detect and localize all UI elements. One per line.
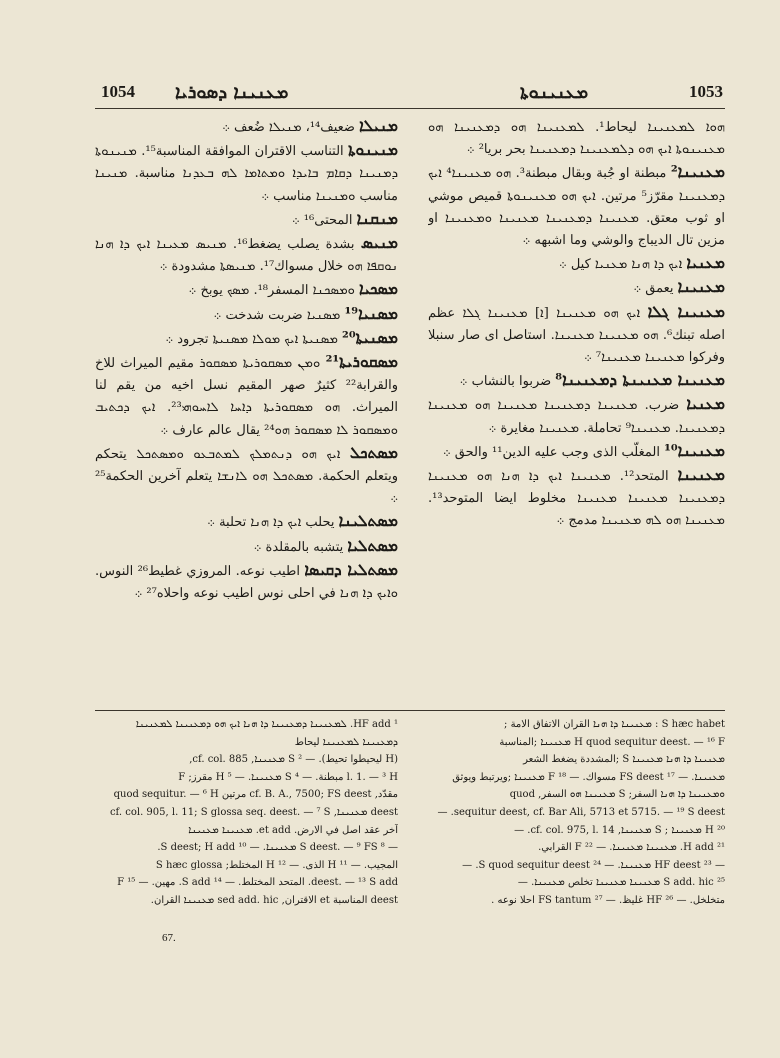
entry-lemma: ܡܣܩܘܪܝܬܐ²¹ bbox=[325, 352, 398, 372]
entry-definition: يحلب ܐܝܟ ܕܐ ܗܢܐ تحلبة ܀ bbox=[207, 515, 335, 531]
entry-definition: ܡܣܢܝܐ ضربت شدخت ܀ bbox=[213, 307, 341, 323]
entry-definition: ܗܘܐ ܠܡܥܢܝܢܐ ليحاط¹. ܠܡܥܢܝܢܐ ܗܘ ܕܡܥܢܝܢܐ ܗܘ ܡܥܢܝܢܘܬܐ ܐܝܟ ܗܘ ܕܠܡܥܢܝܢܐ ܕܡܥܢܝܢܐ بحر بريا² ܀ bbox=[428, 120, 725, 158]
entry-lemma: ܡܥܢܝܢܐ bbox=[677, 277, 725, 297]
entry-lemma: ܡܥܢܝܢܐ ܓܠܐ bbox=[647, 301, 725, 321]
page-number-right: 1053 bbox=[689, 82, 723, 101]
entry-definition: ܡܣܢܝܬܐ ܐܝܟ ܡܘܠܐ ܡܣܢܝܬܐ تجرود ܀ bbox=[165, 331, 338, 347]
dictionary-entry bbox=[428, 464, 725, 533]
footnote-line: ¹ HF add. ܠܡܥܢܝܢܐ ܕܡܥܢܝܢܐ ܕܐ ܗܢܐ ܐܝܟ ܗܘ ܕܡܥܢܝܢܐ ܠܡܥܢܝܢܐ ܕܡܥܢܝܢܐ ܠܡܥܢܝܢܐ ليحاط bbox=[135, 719, 398, 748]
footnote-line: المجيب. — ¹¹ H الذى. — ¹² H المختلط; S hæc glossa bbox=[155, 859, 398, 871]
running-head-right: ܡܥܢܝܢܘܬܐ bbox=[520, 82, 589, 103]
page-header bbox=[95, 82, 723, 108]
dictionary-entry bbox=[428, 393, 725, 439]
dictionary-entry bbox=[95, 442, 398, 511]
entry-lemma: ܡܥܢܝܐ bbox=[686, 394, 725, 414]
entry-definition: ܘܡܣܟܢܐ المسفر¹⁸. ܡܣܟ يوبخ ܀ bbox=[188, 283, 355, 299]
dictionary-entry bbox=[95, 115, 398, 139]
entry-lemma: ܡܢܝܠܐ bbox=[359, 116, 398, 135]
dictionary-entry bbox=[95, 139, 398, 208]
page-number-left: 1054 bbox=[101, 82, 135, 101]
footnote-line: ²¹ H add. ܡܥܢܝܢܐ ܡܥܢܝܢܐ. — ²² F القرابي. bbox=[538, 842, 725, 854]
header-rule bbox=[95, 108, 725, 109]
footnote-line: H quod sequitur deest. — ¹⁶ F ܡܥܢܝܢܐ ;المناسبة bbox=[499, 736, 725, 748]
footnote-line: deest المناسبة et الاقتران, sed add. hic ܡܥܢܝܢܐ القران. bbox=[150, 894, 398, 906]
entry-definition: مبطنة او جُبة وبقال مبطنة³. ܗܘ ܡܥܢܝܢܐ⁴ ܐܝܟ ܕܡܥܢܝܢܐ مقرّز⁵ مرتين. ܐܝܟ ܗܘ ܡܥܢܝܢܘܬܐ قميص موشي او ثوب معتق. ܡܥܢܝܢܐ ܕܡܥܢܝܢܐ ܡܥܢܝܢܐ ܘܡܥܢܝܢܐ او مزين تال الديباج والوشي وما اشبهه ܀ bbox=[428, 166, 725, 249]
entry-lemma: ܡܣܢܝܐ¹⁹ bbox=[344, 303, 398, 323]
footnote-line: deest ܡܥܢܝܢܐ, cf. col. 905, l. 11; S glossa seq. deest. — ⁷ S bbox=[109, 806, 398, 818]
entry-definition: ضعيف¹⁴، ܡܢܝܠܐ ضُعف ܀ bbox=[222, 120, 355, 135]
dictionary-entry bbox=[95, 510, 398, 534]
entry-lemma: ܡܣܬܟܠ bbox=[349, 442, 398, 462]
entry-lemma: ܡܢܩܢܐ bbox=[356, 208, 398, 228]
running-head-left: ܡܥܢܝܢܐ ܕܣܘܪܝܐ bbox=[175, 82, 289, 103]
entry-definition: المغلّب الذى وجب عليه الدين¹¹ والحق ܀ bbox=[442, 444, 660, 460]
dictionary-entry bbox=[428, 115, 725, 161]
entry-lemma: ܡܣܬܠܝܐ ܕܩܝܣܐ bbox=[304, 559, 398, 579]
footnote-line: deest. — ¹³ S add. المتحد المختلط. — ¹⁴ S add. مهين. — ¹⁵ F bbox=[117, 877, 398, 889]
entry-lemma: ܡܥܢܝܢܐ¹⁰ bbox=[664, 440, 725, 460]
entry-definition: المتحد¹². ܡܥܢܝܢܐ ܐܝܟ ܕܐ ܗܢܐ ܗܘ ܡܥܢܝܢܐ ܕܡܥܢܝܢܐ ܡܥܢܝܢܐ ܡܥܢܝܢܐ مخلوط ايضا المتوحد¹³. ܡܥܢܝܢܐ ܗܘ ܠܗ ܡܥܢܝܢܐ مدمج ܀ bbox=[428, 469, 725, 529]
footnote-line: ܘܡܥܢܝܢܐ ܕܐ ܗܢܐ السفر; S ܡܥܢܝܢܐ ܗܘ السفر, quod bbox=[509, 789, 725, 801]
footnotes-left bbox=[98, 716, 398, 916]
dictionary-entry bbox=[95, 535, 398, 559]
entry-definition: ܐܝܟ ܗܘ ܡܥܢܝܢܐ [ܐ] ܡܥܢܝܢܐ ܓܠܐ عظم اصله تبنك⁶. ܗܘ ܡܥܢܝܢܐ ܡܥܢܝܢܐ. استاصل اى صار سنبلا وفركوا ܡܥܢܝܢܐ ܡܥܢܝܢܐ⁷ ܀ bbox=[428, 305, 725, 366]
entry-lemma: ܡܣܬܠܝܐ bbox=[347, 535, 398, 555]
footnote-line: آخر عقد اصل في الارض. et add. ܡܥܢܝܢܐ ܡܥܢܝܢܐ bbox=[188, 824, 398, 836]
footnote-line: ²⁵ S add. hic ܡܥܢܝܢܐ ܡܥܢܝܢܐ تخلص ܡܥܢܝܢܐ. — bbox=[517, 877, 725, 889]
text-column-left bbox=[95, 115, 398, 705]
dictionary-entry bbox=[95, 559, 398, 605]
footnote-line: l. 1. — ³ H مبطنة. — ⁴ S ܡܥܢܝܢܐ. — ⁵ H مقرز; F bbox=[178, 771, 398, 783]
entry-lemma: ܡܥܢܝܐ bbox=[686, 253, 725, 273]
entry-definition: يعمق ܀ bbox=[633, 281, 674, 297]
entry-lemma: ܡܣܟܝܐ bbox=[359, 279, 398, 299]
entry-lemma: ܡܥܢܝܢܐ bbox=[677, 465, 725, 485]
footnote-rule bbox=[95, 710, 725, 711]
entry-definition: التناسب الاقتران الموافقة المناسبة¹⁵. ܡܢܝܢܘܬܐ ܕܡܢܝܢܐ ܕܩܐܡ ܒܐܝܕܐ ܘܡܬܐܡܐ ܠܗ ܒܥܕܢܐ مناسبة. ܡܢܝܢܐ مناسب ܘܡܢܝܢܐ مناسب ܀ bbox=[95, 144, 398, 204]
dictionary-entry bbox=[95, 208, 398, 232]
entry-definition: اطيب نوعه. المروزي غطيط²⁶ النوس. ܘܐܝܟ ܕܐ ܗܢܐ في احلى نوس اطيب نوعه واحلاه²⁷ ܀ bbox=[95, 563, 398, 602]
footnote-line: S hæc habet : ܡܥܢܝܢܐ ܕܐ ܗܢܐ القران الاتفاق الامة ; bbox=[504, 719, 725, 730]
footnote-line: sequitur deest, cf. Bar Ali, 5713 et 5715. — ¹⁹ S deest. — bbox=[437, 806, 725, 818]
entry-lemma: ܡܣܢܝܬܐ²⁰ bbox=[342, 327, 398, 347]
footnote-line: ܡܥܢܝܢܐ. — ¹⁷ FS deest مسواك. — ¹⁸ F ܡܥܢܝܢܐ ;ويرتبط ويوثق bbox=[452, 771, 725, 783]
dictionary-entry bbox=[428, 440, 725, 464]
entry-definition: ضربوا بالنشاب ܀ bbox=[459, 374, 552, 390]
dictionary-entry bbox=[428, 369, 725, 393]
entry-definition: ܘܡܢ ܡܣܩܘܪܝܬܐ ܡܣܩܘܪ مقيم الميراث للاخ والقرابة²² كثيرٌ صهر المقيم نسل اخيه من يقم لنا الميراث. ܗܘ ܡܣܩܘܪܝܬܐ ܕܐܚܐ ܠܐܚܘܗܝ²³. ܐܝܟ ܕܟܬܝܒ ܘܡܣܩܘܪ ܠܐ ܡܣܩܘܪ ܗܘ²⁴ يقال عالم عارف ܀ bbox=[95, 356, 398, 438]
dictionary-entry bbox=[95, 232, 398, 278]
entry-lemma: ܡܥܢܝܢܐ ܡܥܢܝܢܬܐ ܕܡܥܢܝܢܐ⁸ bbox=[555, 370, 725, 390]
dictionary-entry bbox=[428, 252, 725, 276]
dictionary-entry bbox=[95, 327, 398, 351]
footnote-line: مقدّد, cf. B. A., 7500; FS deest مرتين quod sequitur. — ⁶ H bbox=[113, 789, 398, 801]
entry-definition: يتشبه بالمقلدة ܀ bbox=[253, 539, 344, 555]
dictionary-entry bbox=[428, 161, 725, 252]
entry-definition: ضرب. ܡܥܢܝܢܐ ܕܡܥܢܝܢܐ ܡܥܢܝܢܐ ܗܘ ܡܥܢܝܢܐ ܕܡܥܢܝܢܐ. ܡܥܢܝܢܐ⁹ تحاملة. ܡܥܢܝܢܐ مغايرة ܀ bbox=[428, 398, 725, 436]
dictionary-entry bbox=[428, 301, 725, 370]
footnotes-right bbox=[428, 716, 725, 916]
footnote-line: ܡܥܢܝܢܐ ܕܐ ܗܢܐ ܡܥܢܝܢܐ S ;المشددة يضغط الشعر bbox=[523, 754, 725, 766]
footnote-line: ²⁰ H ܡܥܢܝܢܐ ; S ܡܥܢܝܢܐ, cf. col. 975, l. 14. — bbox=[514, 824, 725, 836]
signature-mark: 67. bbox=[162, 932, 176, 944]
entry-definition: المحتى¹⁶ ܀ bbox=[291, 212, 353, 228]
dictionary-entry bbox=[428, 276, 725, 300]
footnote-line: (H ليحيطوا تحيط). — ² S ܡܥܢܝܢܐ, cf. col. 885, bbox=[189, 754, 398, 766]
footnote-line: — ⁸ S deest. — ⁹ FS ܡܥܢܝܢܐ. — ¹⁰ S deest; H add. bbox=[157, 842, 398, 854]
entry-definition: ܐܝܟ ܕܐ ܗܢܐ ܡܥܢܝܐ كيل ܀ bbox=[558, 257, 683, 273]
entry-definition: ܐܝܟ ܗܘ ܕܢܬܡܠܟ ܠܡܬܒܥܘ ܘܡܣܬܟܠ يتحكم ويتعلم الحكمة. ܡܣܬܟܠ ܗܘ ܠܐܢܫܐ يتعلم آخرين الحكمة²⁵ ܀ bbox=[95, 446, 398, 507]
entry-definition: بشدة يصلب يضغط¹⁶. ܡܢܝܣ ܡܥܝܢܐ ܐܝܟ ܕܐ ܗܢܐ ܢܘܩܦܐ ܗܘ خلال مسواك¹⁷. ܡܢܝܣܬܐ مشدودة ܀ bbox=[95, 237, 398, 275]
dictionary-entry bbox=[95, 351, 398, 442]
dictionary-entry bbox=[95, 278, 398, 302]
footnote-line: متخلخل. — ²⁶ HF غليظ. — ²⁷ FS tantum احلا نوعه . bbox=[491, 894, 725, 906]
footnote-line: — ²³ HF deest ܡܥܢܝܢܐ. — ²⁴ S quod sequitur deest. — bbox=[462, 859, 725, 871]
entry-lemma: ܡܢܝܢܘܬܐ bbox=[348, 140, 398, 160]
text-column-right bbox=[428, 115, 725, 705]
entry-lemma: ܡܢܝܣ bbox=[360, 233, 398, 253]
entry-lemma: ܡܣܬܠܝܢܐ bbox=[338, 511, 398, 531]
entry-lemma: ܡܥܢܝܢܐ² bbox=[670, 162, 725, 182]
dictionary-entry bbox=[95, 303, 398, 327]
